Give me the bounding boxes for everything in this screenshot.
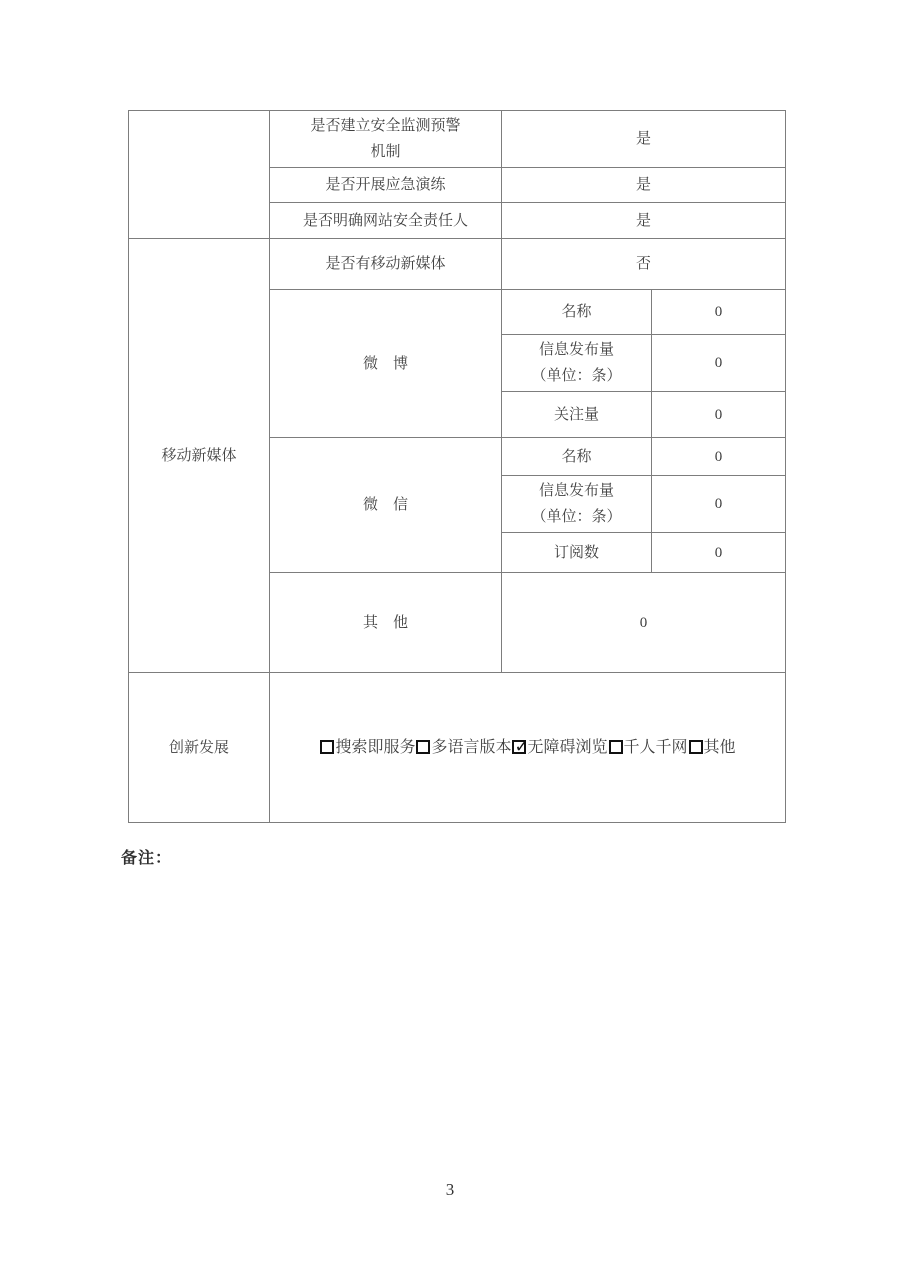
security-monitoring-label: [270, 111, 502, 168]
wechat-name-label: 名称: [502, 438, 652, 476]
wechat-posts-label-line2: （单位：条）: [531, 509, 622, 525]
wechat-label: 微 信: [270, 438, 502, 573]
innovation-options: [270, 673, 786, 823]
innovation-option-search: [319, 739, 415, 756]
innovation-option-multilang: [415, 739, 511, 756]
innovation-option-accessibility: [511, 739, 607, 756]
report-table: [128, 110, 786, 823]
security-responsible-label: 是否明确网站安全责任人: [270, 203, 502, 239]
weibo-posts-label-line1: 信息发布量: [538, 342, 614, 358]
remarks-label: 备注：: [121, 850, 173, 867]
wechat-posts-label-line1: 信息发布量: [538, 483, 614, 499]
section-cell-empty: [129, 111, 270, 239]
weibo-name-value: 0: [652, 290, 786, 335]
weibo-followers-label: 关注量: [502, 392, 652, 438]
has-mobile-media-label: 是否有移动新媒体: [270, 239, 502, 290]
other-option-checkbox: [689, 740, 703, 754]
multilanguage-label: 多语言版本: [431, 738, 512, 756]
has-mobile-media-value: 否: [502, 239, 786, 290]
weibo-posts-label-line2: （单位：条）: [531, 368, 622, 384]
weibo-label: 微 博: [270, 290, 502, 438]
other-media-value: 0: [502, 573, 786, 673]
wechat-posts-value: 0: [652, 476, 786, 533]
security-responsible-value: 是: [502, 203, 786, 239]
wechat-subscribers-label: 订阅数: [502, 533, 652, 573]
personalized-web-label: 千人千网: [623, 738, 688, 756]
accessibility-label: 无障碍浏览: [527, 738, 608, 756]
weibo-name-label: 名称: [502, 290, 652, 335]
emergency-drill-label: 是否开展应急演练: [270, 168, 502, 203]
section-label-innovation: 创新发展: [129, 673, 270, 823]
search-as-service-checkbox: [320, 740, 334, 754]
page-number: 3: [445, 1180, 455, 1199]
wechat-posts-label: [502, 476, 652, 533]
other-media-label: 其 他: [270, 573, 502, 673]
wechat-subscribers-value: 0: [652, 533, 786, 573]
innovation-option-personalized: [608, 739, 688, 756]
weibo-posts-label: [502, 335, 652, 392]
emergency-drill-value: 是: [502, 168, 786, 203]
section-label-mobile-media: 移动新媒体: [129, 239, 270, 673]
other-option-label: 其他: [703, 738, 736, 756]
security-monitoring-label-text: 是否建立安全监测预警机制: [310, 118, 461, 160]
weibo-followers-value: 0: [652, 392, 786, 438]
security-monitoring-value: 是: [502, 111, 786, 168]
wechat-name-value: 0: [652, 438, 786, 476]
innovation-option-other: [688, 739, 736, 756]
personalized-web-checkbox: [609, 740, 623, 754]
accessibility-checkbox: [512, 740, 526, 754]
search-as-service-label: 搜索即服务: [335, 738, 416, 756]
weibo-posts-value: 0: [652, 335, 786, 392]
multilanguage-checkbox: [416, 740, 430, 754]
